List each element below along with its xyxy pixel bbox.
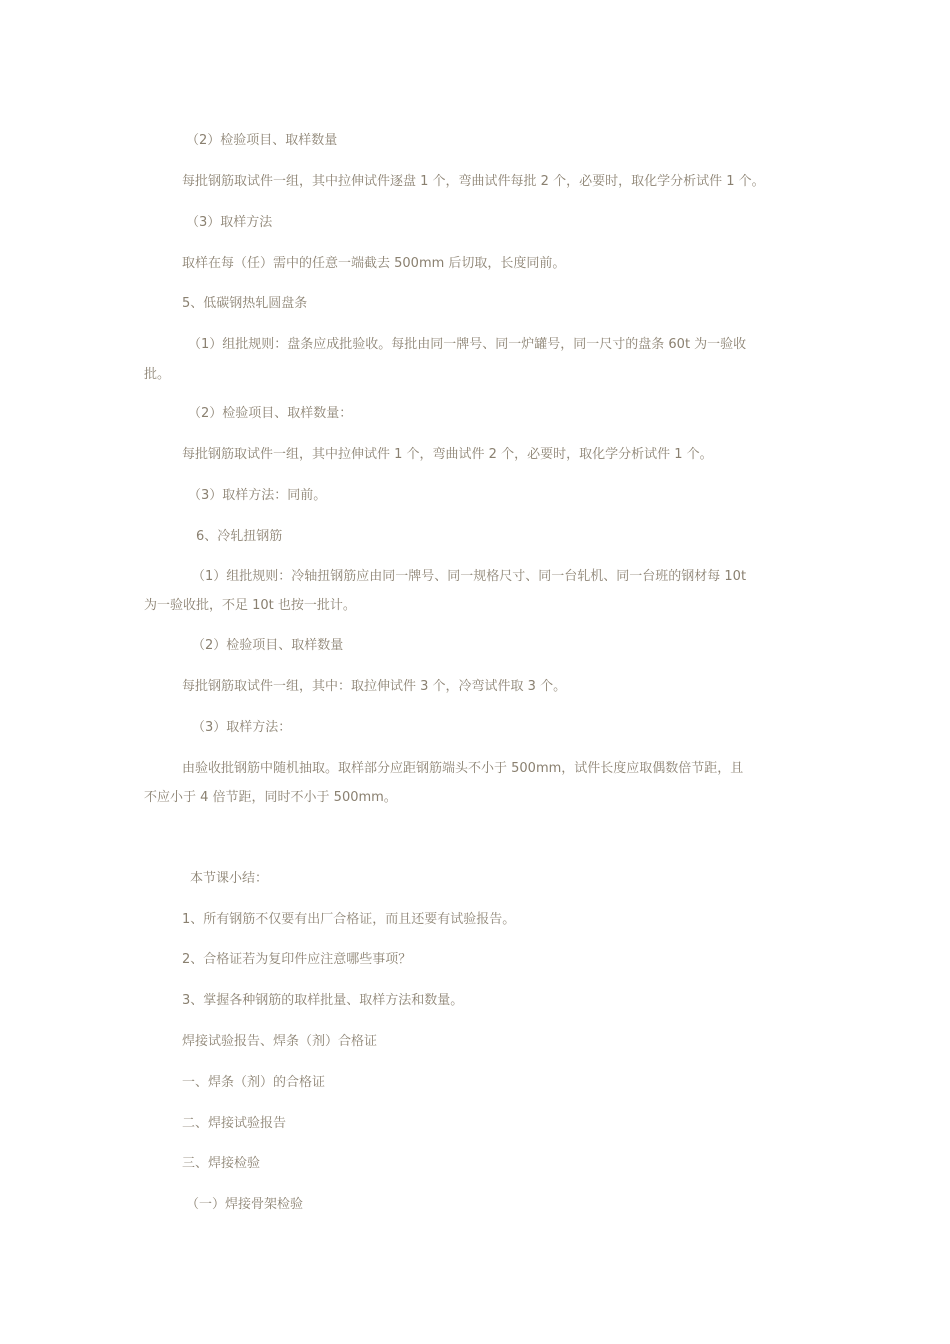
paragraph-sampling-method: 取样在每（任）需中的任意一端截去 500mm 后切取，长度同前。 [182, 256, 566, 271]
section-heading-welding: 焊接试验报告、焊条（剂）合格证 [182, 1034, 378, 1049]
welding-item-1: 一、焊条（剂）的合格证 [182, 1075, 326, 1090]
welding-subitem-1: （一）焊接骨架检验 [186, 1197, 304, 1212]
heading-inspection-items-2: （2）检验项目、取样数量： [188, 406, 353, 421]
heading-sampling-method-3: （3）取样方法： [192, 720, 292, 735]
section-heading-wire-rod: 5、低碳钢热轧圆盘条 [182, 296, 308, 311]
paragraph-batch-rules-3-line1: （1）组批规则：冷轴扭钢筋应由同一牌号、同一规格尺寸、同一台轧机、同一台班的钢材每 10t [192, 569, 747, 584]
summary-item-1: 1、所有钢筋不仅要有出厂合格证，而且还要有试验报告。 [182, 912, 516, 927]
summary-item-3: 3、掌握各种钢筋的取样批量、取样方法和数量。 [182, 993, 464, 1008]
section-heading-cold-rolled: 6、冷轧扭钢筋 [196, 529, 283, 544]
heading-sampling-method-2: （3）取样方法：同前。 [188, 488, 327, 503]
summary-heading: 本节课小结： [190, 871, 269, 886]
heading-sampling-method: （3）取样方法 [186, 215, 273, 230]
welding-item-2: 二、焊接试验报告 [182, 1116, 287, 1131]
heading-inspection-items: （2）检验项目、取样数量 [186, 133, 338, 148]
paragraph-batch-rules-line1: （1）组批规则：盘条应成批验收。每批由同一牌号、同一炉罐号，同一尺寸的盘条 60t 为一验收 [188, 337, 747, 352]
paragraph-specimen-count-3: 每批钢筋取试件一组，其中：取拉伸试件 3 个，冷弯试件取 3 个。 [182, 679, 567, 694]
paragraph-batch-rules-3-line2: 为一验收批，不足 10t 也按一批计。 [144, 598, 356, 613]
heading-inspection-items-3: （2）检验项目、取样数量 [192, 638, 344, 653]
paragraph-specimen-count-2: 每批钢筋取试件一组，其中拉伸试件 1 个，弯曲试件 2 个，必要时，取化学分析试件 1 个。 [182, 447, 713, 462]
paragraph-random-sampling-line1: 由验收批钢筋中随机抽取。取样部分应距钢筋端头不小于 500mm，试件长度应取偶数倍节距，且 [182, 761, 744, 776]
welding-item-3: 三、焊接检验 [182, 1156, 261, 1171]
paragraph-random-sampling-line2: 不应小于 4 倍节距，同时不小于 500mm。 [144, 790, 397, 805]
summary-item-2: 2、合格证若为复印件应注意哪些事项？ [182, 952, 412, 967]
paragraph-specimen-count: 每批钢筋取试件一组，其中拉伸试件逐盘 1 个，弯曲试件每批 2 个，必要时，取化学分析试件 1 个。 [182, 174, 765, 189]
paragraph-batch-rules-line2: 批。 [144, 367, 171, 382]
